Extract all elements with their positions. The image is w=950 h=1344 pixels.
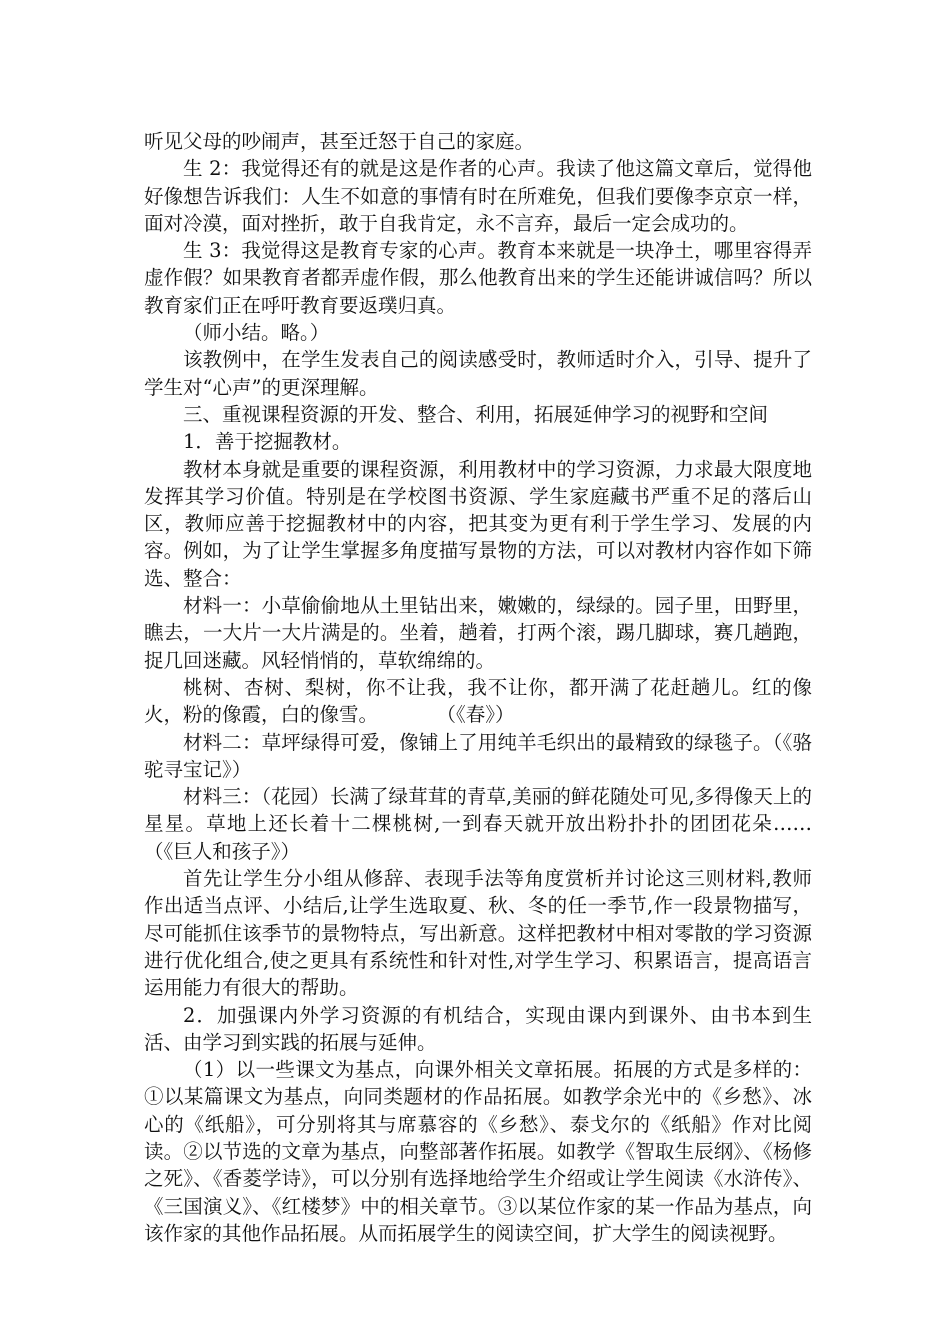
paragraph-material-1: 材料一：小草偷偷地从土里钻出来，嫩嫩的，绿绿的。园子里，田野里，瞧去，一大片一大片满是的。坐着，趟着，打两个滚，踢几脚球，赛几趟跑，捉几回迷藏。风轻悄悄的，草软绵绵的。 [144, 594, 812, 672]
paragraph-group-activity: 首先让学生分小组从修辞、表现手法等角度赏析并讨论这三则材料,教师作出适当点评、小结后,让学生选取夏、秋、冬的任一季节,作一段景物描写，尽可能抓住该季节的景物特点，写出新意。这样把教材中相对零散的学习资源进行优化组合,使之更具有系统性和针对性,对学生学习、积累语言，提高语言运用能力有很大的帮助。 [144, 867, 812, 1000]
paragraph-material-2: 材料二：草坪绿得可爱，像铺上了用纯羊毛织出的最精致的绿毯子。（《骆驼寻宝记》） [144, 730, 812, 781]
paragraph-material-1-continued: 桃树、杏树、梨树，你不让我，我不让你，都开满了花赶趟儿。红的像火，粉的像霞，白的像雪。 （《春》） [144, 675, 812, 727]
paragraph-extension-methods: （1）以一些课文为基点，向课外相关文章拓展。拓展的方式是多样的：①以某篇课文为基点，向同类题材的作品拓展。如教学余光中的《乡愁》、冰心的《纸船》，可分别将其与席慕容的《乡愁》、泰戈尔的《纸船》作对比阅读。②以节选的文章为基点，向整部著作拓展。如教学《智取生辰纲》、《杨修之死》、《香菱学诗》，可以分别有选择地给学生介绍或让学生阅读《水浒传》、《三国演义》、《红楼梦》中的相关章节。③以某位作家的某一作品为基点，向该作家的其他作品拓展。从而拓展学生的阅读空间，扩大学生的阅读视野。 [144, 1058, 812, 1245]
document-body [144, 128, 812, 1247]
subheading-2: 2．加强课内外学习资源的有机结合，实现由课内到课外、由书本到生活、由学习到实践的拓展与延伸。 [144, 1003, 812, 1054]
paragraph-student-3: 生 3：我觉得这是教育专家的心声。教育本来就是一块净土，哪里容得弄虚作假？如果教育者都弄虚作假，那么他教育出来的学生还能讲诚信吗？所以教育家们正在呼吁教育要返璞归真。 [144, 239, 812, 317]
paragraph-material-3: 材料三：（花园）长满了绿茸茸的青草,美丽的鲜花随处可见,多得像天上的星星。草地上还长着十二棵桃树,一到春天就开放出粉扑扑的团团花朵……（《巨人和孩子》） [144, 785, 812, 863]
paragraph-student-2: 生 2：我觉得还有的就是这是作者的心声。我读了他这篇文章后，觉得他好像想告诉我们：人生不如意的事情有时在所难免，但我们要像李京京一样，面对冷漠，面对挫折，敢于自我肯定，永不言弃，最后一定会成功的。 [144, 157, 812, 235]
paragraph-teacher-summary: （师小结。略。） [183, 321, 330, 345]
paragraph-case-comment: 该教例中，在学生发表自己的阅读感受时，教师适时介入，引导、提升了学生对“心声”的更深理解。 [144, 348, 812, 399]
section-heading-3: 三、重视课程资源的开发、整合、利用，拓展延伸学习的视野和空间 [183, 402, 769, 426]
paragraph-continuation: 听见父母的吵闹声，甚至迁怒于自己的家庭。 [144, 130, 535, 153]
subheading-1: 1．善于挖掘教材。 [183, 430, 352, 454]
paragraph-textbook-resource: 教材本身就是重要的课程资源，利用教材中的学习资源，力求最大限度地发挥其学习价值。特别是在学校图书资源、学生家庭藏书严重不足的落后山区，教师应善于挖掘教材中的内容，把其变为更有利于学生学习、发展的内容。例如，为了让学生掌握多角度描写景物的方法，可以对教材内容作如下筛选、整合： [144, 457, 812, 590]
